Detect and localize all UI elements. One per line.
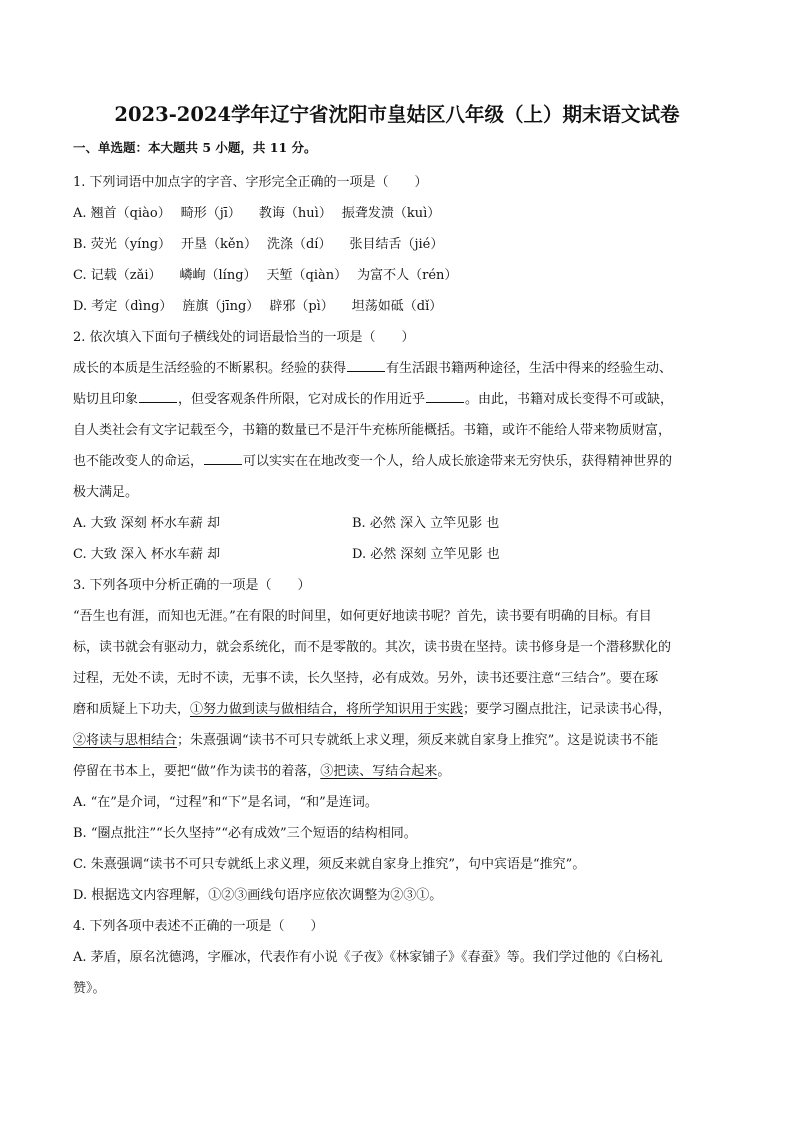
fill-blank <box>426 390 464 403</box>
question-1-option-c: C. 记载（zǎi） 嶙峋（líng） 天堑（qiàn） 为富不人（rén） <box>73 268 458 283</box>
question-2-passage-line: 成长的本质是生活经验的不断累积。经验的获得 有生活跟书籍两种途径，生活中得来的经验生动、 <box>73 361 673 376</box>
question-3-option-c: C. 朱熹强调“读书不可只专就纸上求义理，须反来就自家身上推究”，句中宾语是“推究”。 <box>73 857 586 872</box>
question-2-options-row <box>73 508 721 539</box>
question-2-passage-line: 贴切且印象 ，但受客观条件所限，它对成长的作用近乎 。由此，书籍对成长变得不可或缺， <box>73 392 674 407</box>
question-2-passage-line: 自人类社会有文字记载至今，书籍的数量已不是汗牛充栋所能概括。书籍，或许不能给人带来物质财富， <box>73 423 672 438</box>
fill-blank <box>204 452 242 465</box>
question-4-option-a-continued: 赞》。 <box>73 981 106 996</box>
question-3-option-b: B. “圈点批注”“长久坚持”“必有成效”三个短语的结构相同。 <box>73 826 417 841</box>
question-3-passage-line: 停留在书本上，要把“做”作为读书的着落，③把读、写结合起来。 <box>73 764 451 779</box>
question-1-option-d: D. 考定（dìng） 旌旗（jīng） 辟邪（pì） 坦荡如砥（dǐ） <box>73 299 443 314</box>
question-4-stem: 4. 下列各项中表述不正确的一项是（ ） <box>73 919 324 934</box>
question-2-option-a: A. 大致 深刻 杯水车薪 却 <box>73 516 221 531</box>
fill-blank <box>139 390 177 403</box>
question-2-passage-line: 极大满足。 <box>73 485 139 500</box>
question-2-option-d: D. 必然 深刻 立竿见影 也 <box>352 547 500 562</box>
question-2-options-row <box>73 539 721 570</box>
question-3-passage-line: 标，读书就会有驱动力，就会系统化，而不是零散的。其次，读书贵在坚持。读书修身是一个潜移默化的 <box>73 640 672 655</box>
question-3-passage-line: 磨和质疑上下功夫，①努力做到读与做相结合，将所学知识用于实践；要学习圈点批注，记录读书心得， <box>73 702 672 717</box>
question-3-passage-line: 过程，无处不读，无时不读，无事不读，长久坚持，必有成效。另外，读书还要注意“三结合”。要在琢 <box>73 671 659 686</box>
underlined-sentence-2: ②将读与思相结合 <box>73 733 178 748</box>
question-3-passage-line: ②将读与思相结合；朱熹强调“读书不可只专就纸上求义理，须反来就自家身上推究”。这是说读书不能 <box>73 733 659 748</box>
question-2-stem: 2. 依次填入下面句子横线处的词语最恰当的一项是（ ） <box>73 330 415 345</box>
question-2-passage-line: 也不能改变人的命运， 可以实实在在地改变一个人，给人成长旅途带来无穷快乐，获得精神世界的 <box>73 454 673 469</box>
question-3-stem: 3. 下列各项中分析正确的一项是（ ） <box>73 578 311 593</box>
question-3-passage-line: “吾生也有涯，而知也无涯。”在有限的时间里，如何更好地读书呢？首先，读书要有明确的目标。有目 <box>73 609 652 624</box>
section-heading: 一、单选题：本大题共 5 小题，共 11 分。 <box>73 140 317 155</box>
question-1-option-b: B. 荧光（yíng） 开垦（kěn） 洗涤（dí） 张目结舌（jié） <box>73 237 444 252</box>
question-3-option-a: A. “在”是介词，“过程”和“下”是名词，“和”是连词。 <box>73 795 378 810</box>
fill-blank <box>347 359 385 372</box>
question-1-stem: 1. 下列词语中加点字的字音、字形完全正确的一项是（ ） <box>73 175 428 190</box>
question-4-option-a: A. 茅盾，原名沈德鸿，字雁冰，代表作有小说《子夜》《林家铺子》《春蚕》等。我们学过他的《白杨礼 <box>73 950 663 965</box>
question-2-option-c: C. 大致 深入 杯水车薪 却 <box>73 547 221 562</box>
underlined-sentence-3: ③把读、写结合起来 <box>320 764 438 779</box>
page-title: 2023-2024学年辽宁省沈阳市皇姑区八年级（上）期末语文试卷 <box>114 103 680 126</box>
question-2-option-b: B. 必然 深入 立竿见影 也 <box>352 516 500 531</box>
exam-page <box>73 100 721 1004</box>
question-3-option-d: D. 根据选文内容理解，①②③画线句语序应依次调整为②③①。 <box>73 888 443 903</box>
question-1-option-a: A. 翘首（qiào） 畸形（jī） 教诲（huì） 振聋发溃（kuì） <box>73 206 441 221</box>
underlined-sentence-1: ①努力做到读与做相结合，将所学知识用于实践 <box>190 702 464 717</box>
